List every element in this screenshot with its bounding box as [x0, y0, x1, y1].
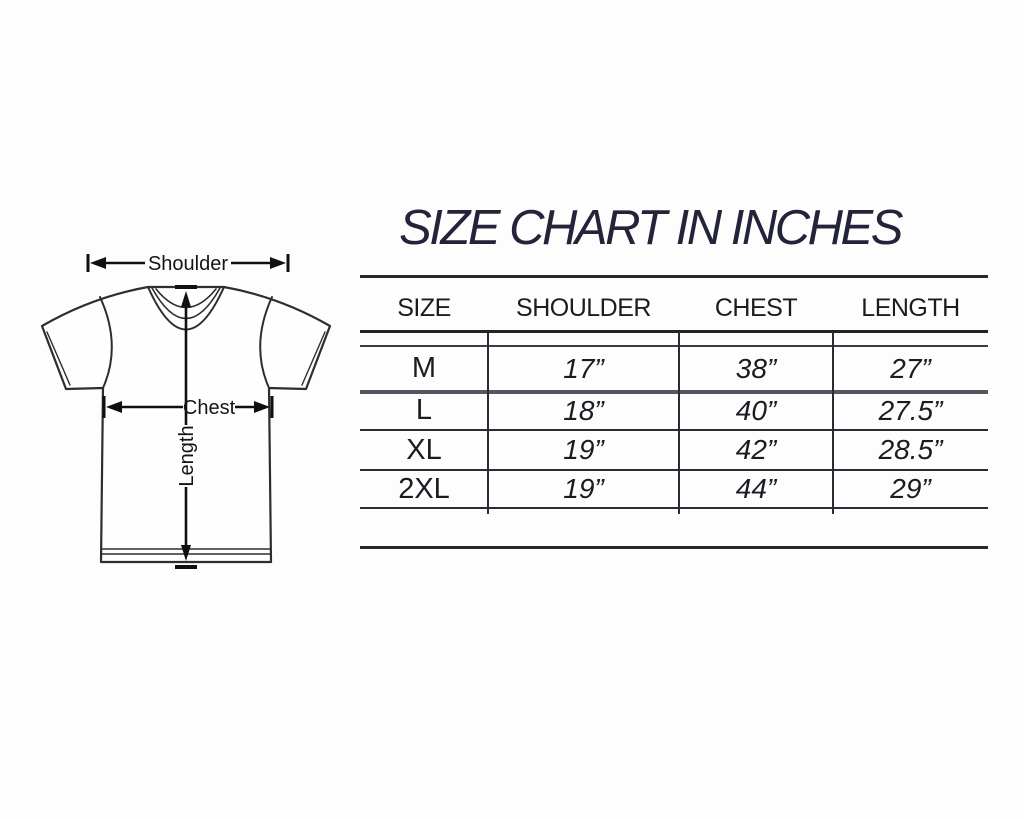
- page-title: SIZE CHART IN INCHES: [399, 201, 901, 255]
- cell-length: 27.5”: [878, 394, 943, 426]
- col-header-shoulder: SHOULDER: [516, 294, 651, 322]
- table-row: [360, 347, 988, 390]
- cell-size: 2XL: [398, 472, 450, 505]
- cell-length: 27”: [890, 352, 931, 384]
- cell-shoulder: 17”: [563, 352, 604, 384]
- table-row: [360, 431, 988, 469]
- cell-shoulder: 19”: [563, 434, 604, 465]
- table-bottom-rule: [360, 546, 988, 549]
- row-rule-2xl: [360, 507, 988, 509]
- shoulder-label: Shoulder: [147, 253, 229, 275]
- cell-chest: 42”: [735, 434, 777, 465]
- cell-shoulder: 19”: [563, 473, 604, 504]
- table-row: [360, 392, 988, 429]
- cell-shoulder: 18”: [563, 394, 604, 426]
- cell-chest: 44”: [735, 473, 777, 504]
- cell-size: XL: [406, 433, 442, 466]
- cell-length: 29”: [890, 473, 931, 504]
- cell-length: 28.5”: [878, 434, 943, 465]
- col-header-chest: CHEST: [714, 294, 798, 322]
- col-header-size: SIZE: [397, 294, 451, 322]
- cell-size: L: [415, 394, 433, 426]
- cell-chest: 40”: [735, 394, 777, 426]
- cell-chest: 38”: [735, 352, 777, 384]
- col-header-length: LENGTH: [861, 294, 960, 322]
- chest-label: Chest: [182, 397, 236, 419]
- cell-size: M: [411, 352, 437, 384]
- length-label: Length: [176, 425, 198, 487]
- header-underline-rule: [360, 330, 988, 333]
- table-header-row: [360, 277, 988, 330]
- table-row: [360, 471, 988, 507]
